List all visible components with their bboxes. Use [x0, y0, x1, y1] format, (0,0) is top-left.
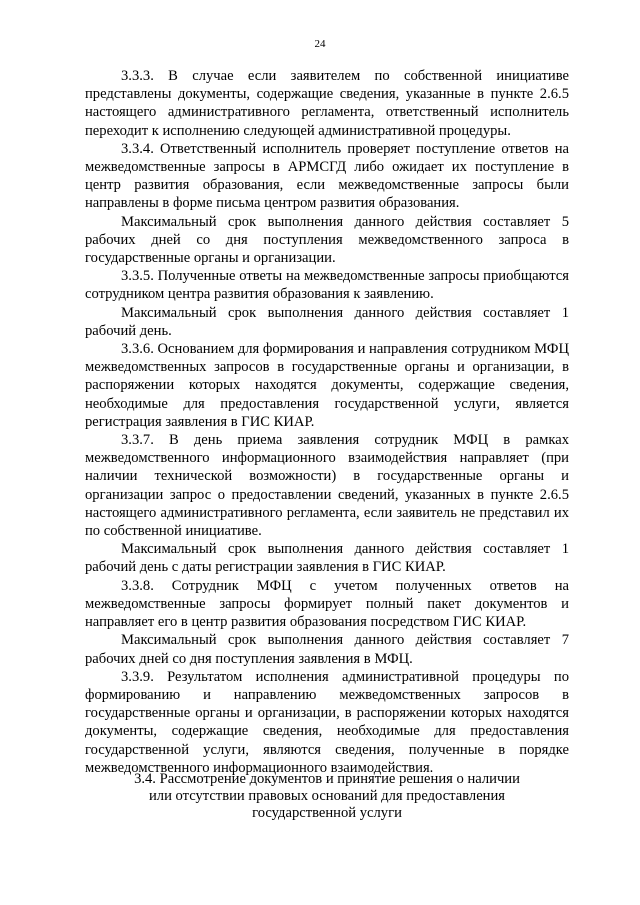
paragraph-3-3-6: 3.3.6. Основанием для формирования и направления сотрудником МФЦ межведомственных запросов в государственные органы и организации, в распоряжении которых находятся документы, содержащие сведения, необходимые для предоставления государственной услуги, является регистрация заявления в ГИС КИАР.: [85, 341, 569, 430]
paragraph-deadline-1-day: Максимальный срок выполнения данного действия составляет 1 рабочий день.: [85, 304, 569, 339]
paragraph-deadline-5-days: Максимальный срок выполнения данного действия составляет 5 рабочих дней со дня поступления межведомственного запроса в государственные органы и организации.: [85, 213, 569, 267]
section-heading-line: 3.4. Рассмотрение документов и принятие решения о наличии: [134, 771, 520, 787]
paragraph-3-3-5: 3.3.5. Полученные ответы на межведомственные запросы приобщаются сотрудником центра развития образования к заявлению.: [85, 268, 569, 303]
paragraph-3-3-3: 3.3.3. В случае если заявителем по собственной инициативе представлены документы, содержащие сведения, указанные в пункте 2.6.5 настоящего административного регламента, ответственный исполнитель переходит к исполнению следующей административной процедуры.: [85, 68, 569, 139]
paragraph-3-3-8: 3.3.8. Сотрудник МФЦ с учетом полученных ответов на межведомственные запросы формирует полный пакет документов и направляет его в центр развития образования посредством ГИС КИАР.: [85, 577, 569, 631]
paragraph-3-3-7: 3.3.7. В день приема заявления сотрудник МФЦ в рамках межведомственного информационного взаимодействия направляет (при наличии технической возможности) в государственные органы и организации запрос о предоставлении сведений, указанных в пункте 2.6.5 настоящего административного регламента, если заявитель не представил их по собственной инициативе.: [85, 432, 569, 540]
paragraph-deadline-7-days: Максимальный срок выполнения данного действия составляет 7 рабочих дней со дня поступления заявления в МФЦ.: [85, 632, 569, 667]
page-number: 24: [314, 38, 326, 50]
paragraph-3-3-9: 3.3.9. Результатом исполнения административной процедуры по формированию и направлению межведомственных запросов в государственные органы и организации, в распоряжении которых находятся документы, содержащие сведения, необходимые для предоставления государственной услуги, являются сведения, полученные в порядке межведомственного информационного взаимодействия.: [85, 668, 569, 776]
document-body: [85, 67, 569, 777]
section-heading-line: или отсутствии правовых оснований для предоставления: [148, 788, 506, 804]
section-heading-line: государственной услуги: [252, 805, 402, 821]
paragraph-deadline-1-day-registration: Максимальный срок выполнения данного действия составляет 1 рабочий день с даты регистрации заявления в ГИС КИАР.: [85, 541, 569, 576]
section-heading-3-4: [85, 771, 569, 822]
paragraph-3-3-4: 3.3.4. Ответственный исполнитель проверяет поступление ответов на межведомственные запросы в АРМСГД либо ожидает их поступление в центр развития образования, если межведомственные запросы были направлены в форме письма центром развития образования.: [85, 140, 569, 212]
